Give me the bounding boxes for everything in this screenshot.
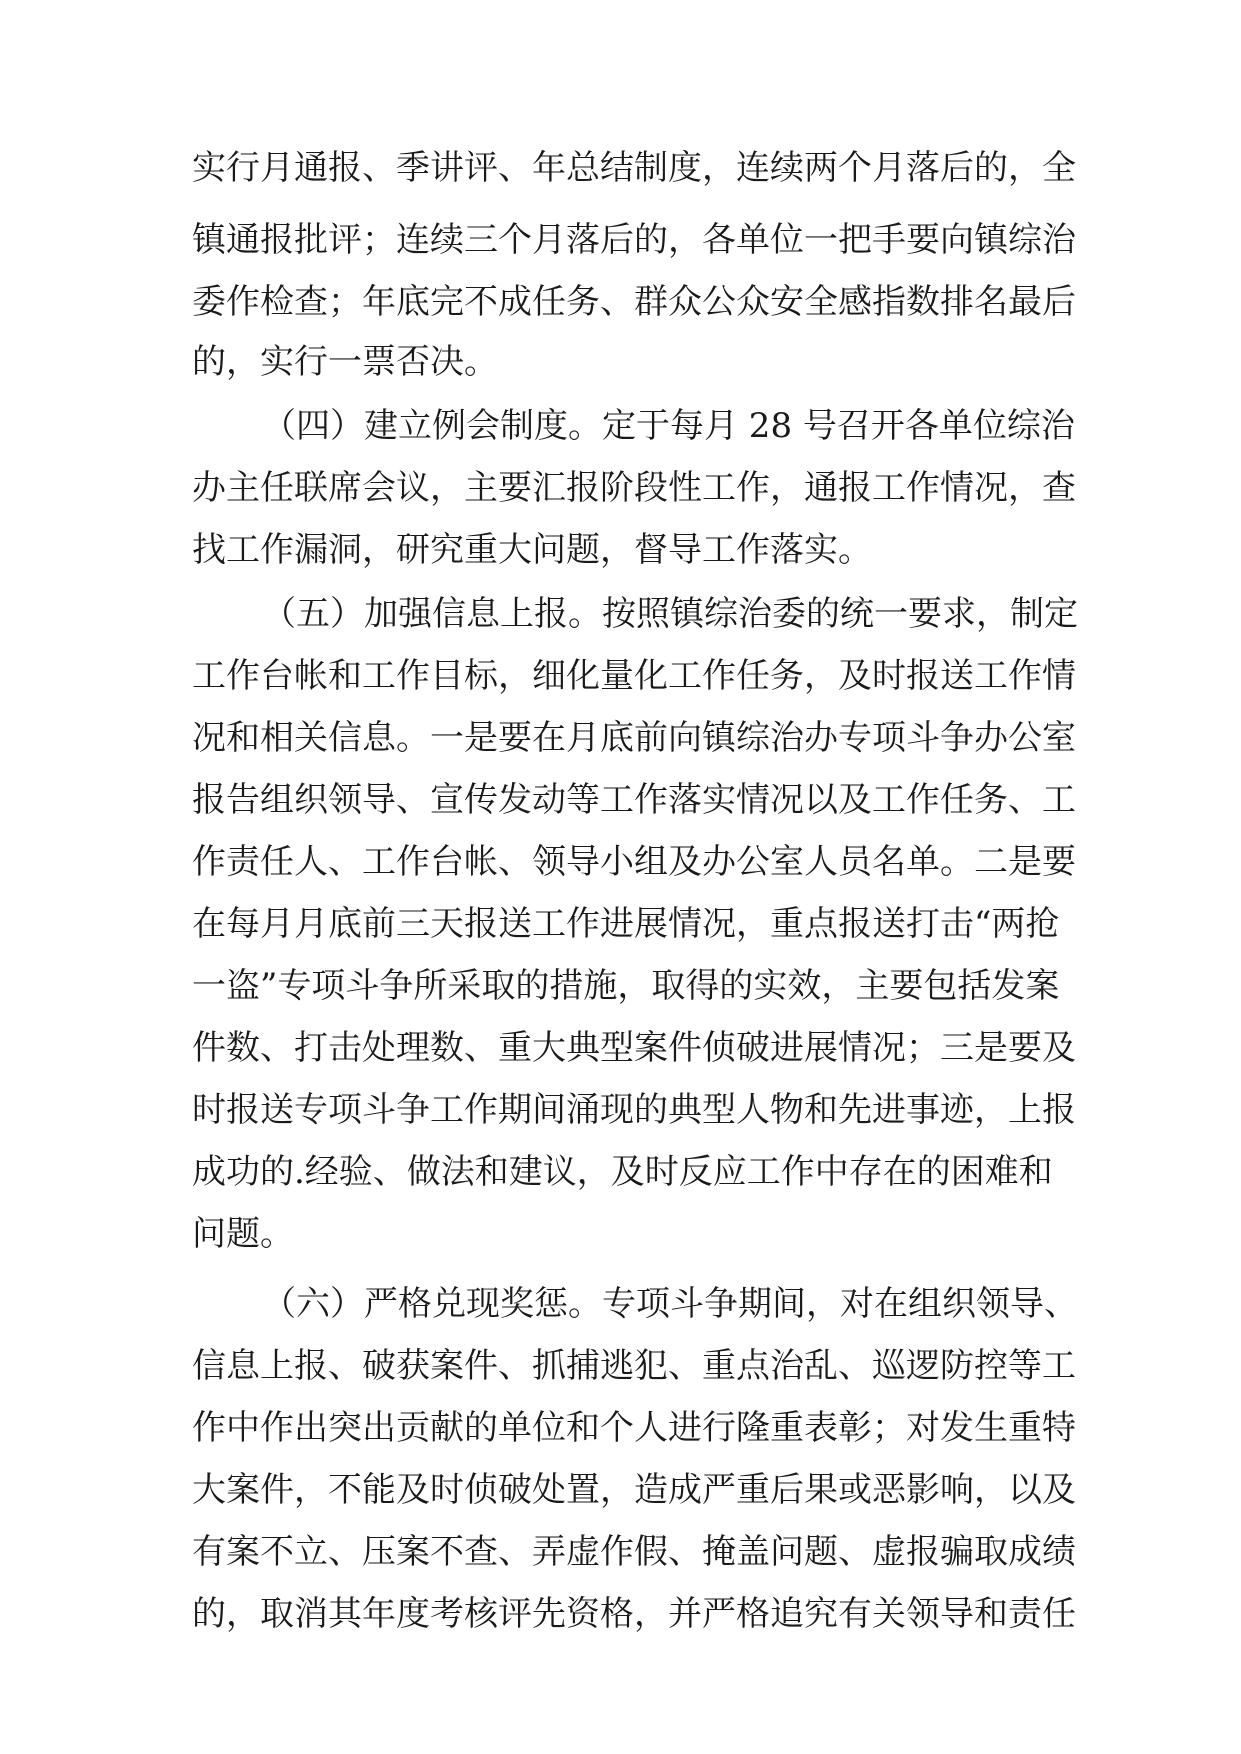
text-line: 镇通报批评；连续三个月落后的，各单位一把手要向镇综治: [192, 220, 1076, 260]
paragraph-first-line: （四）建立例会制度。定于每月 28 号召开各单位综治: [262, 406, 1075, 446]
text-line: 时报送专项斗争工作期间涌现的典型人物和先进事迹，上报: [192, 1090, 1076, 1130]
text-line: 实行月通报、季讲评、年总结制度，连续两个月落后的，全: [192, 148, 1076, 188]
text-line: 办主任联席会议，主要汇报阶段性工作，通报工作情况，查: [192, 468, 1076, 508]
text-line: 有案不立、压案不查、弄虚作假、掩盖问题、虚报骗取成绩: [192, 1532, 1076, 1572]
text-line: 问题。: [192, 1214, 294, 1254]
text-line: 件数、打击处理数、重大典型案件侦破进展情况；三是要及: [192, 1028, 1076, 1068]
text-line: 作中作出突出贡献的单位和个人进行隆重表彰；对发生重特: [192, 1408, 1076, 1448]
text-line: 况和相关信息。一是要在月底前向镇综治办专项斗争办公室: [192, 718, 1076, 758]
text-line: 大案件，不能及时侦破处置，造成严重后果或恶影响，以及: [192, 1470, 1076, 1510]
text-line: 委作检查；年底完不成任务、群众公众安全感指数排名最后: [192, 282, 1076, 322]
paragraph-first-line: （五）加强信息上报。按照镇综治委的统一要求，制定: [262, 594, 1078, 634]
text-line: 成功的.经验、做法和建议，及时反应工作中存在的困难和: [192, 1152, 1053, 1192]
text-line: 的，实行一票否决。: [192, 342, 498, 382]
text-line: 一盗”专项斗争所采取的措施，取得的实效，主要包括发案: [192, 966, 1060, 1006]
text-line: 的，取消其年度考核评先资格，并严格追究有关领导和责任: [192, 1594, 1076, 1634]
text-line: 找工作漏洞，研究重大问题，督导工作落实。: [192, 530, 872, 570]
text-line: 报告组织领导、宣传发动等工作落实情况以及工作任务、工: [192, 780, 1076, 820]
text-line: 作责任人、工作台帐、领导小组及办公室人员名单。二是要: [192, 842, 1076, 882]
text-line: 信息上报、破获案件、抓捕逃犯、重点治乱、巡逻防控等工: [192, 1346, 1076, 1386]
paragraph-first-line: （六）严格兑现奖惩。专项斗争期间，对在组织领导、: [262, 1284, 1078, 1324]
text-line: 工作台帐和工作目标，细化量化工作任务，及时报送工作情: [192, 656, 1076, 696]
text-line: 在每月月底前三天报送工作进展情况，重点报送打击“两抢: [192, 904, 1060, 944]
